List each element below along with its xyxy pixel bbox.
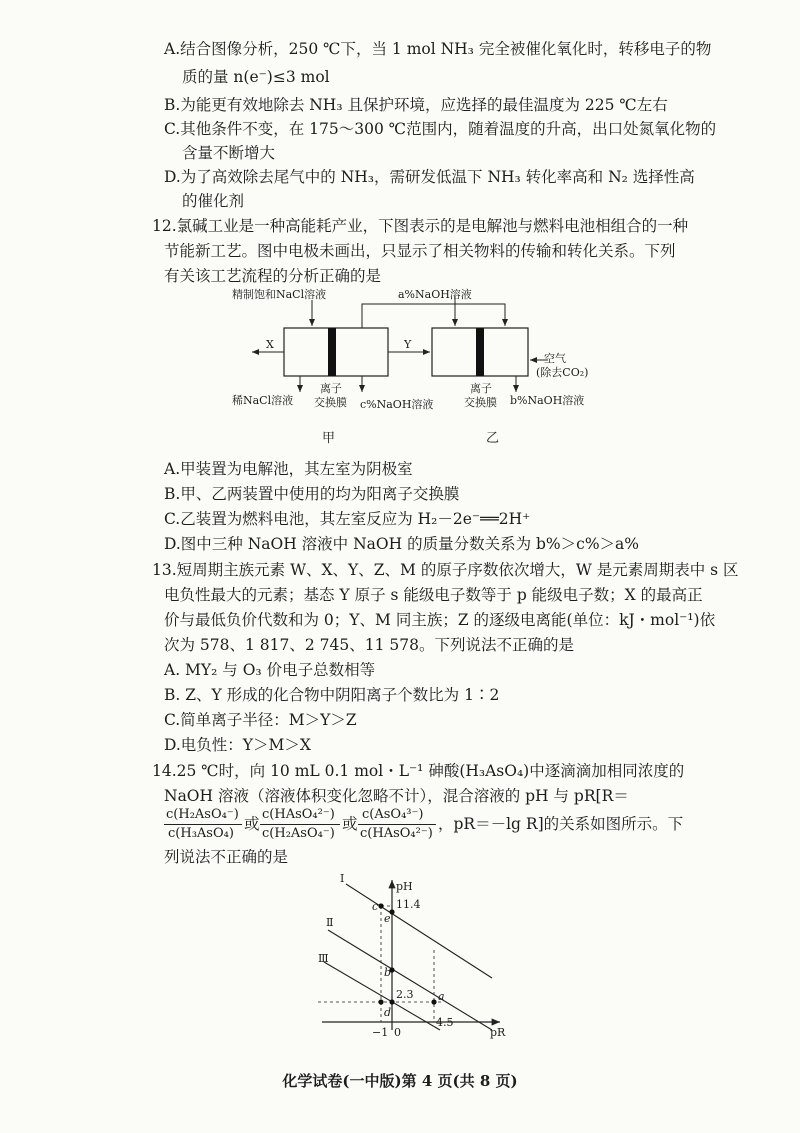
page-footer: 化学试卷(一中版)第 4 页(共 8 页): [282, 1072, 518, 1090]
q14-stem-tail: ，pR＝－lg R]的关系如图所示。下: [438, 815, 684, 833]
b-naoh-label: b%NaOH溶液: [510, 394, 585, 407]
tick-minus-1: −1: [372, 1026, 389, 1039]
q13-stem-line1: 13.短周期主族元素 W、X、Y、Z、M 的原子序数依次增大，W 是元素周期表中 s 区: [152, 561, 739, 579]
or-2: 或: [342, 815, 358, 833]
q13-stem-line4: 次为 578、1 817、2 745、11 578。下列说法不正确的是: [164, 636, 574, 654]
q12-stem-line3: 有关该工艺流程的分析正确的是: [164, 267, 382, 285]
frac3-numerator: c(AsO₄³⁻): [362, 807, 424, 822]
q13-option-a: A. MY₂ 与 O₃ 价电子总数相等: [164, 661, 376, 679]
or-1: 或: [244, 815, 260, 833]
q11-option-a-line2: 质的量 n(e⁻)≤3 mol: [182, 68, 330, 86]
frac1-denominator: c(H₃AsO₄): [168, 826, 234, 841]
point-b-label: b: [384, 966, 392, 979]
q11-option-c-line2: 含量不断增大: [182, 144, 276, 162]
q11-option-c-line1: C.其他条件不变，在 175～300 ℃范围内，随着温度的升高，出口处氮氧化物的: [164, 120, 717, 138]
q12-option-c: C.乙装置为燃料电池，其左室反应为 H₂－2e⁻══2H⁺: [164, 510, 531, 528]
q12-stem-line2: 节能新工艺。图中电极未画出，只显示了相关物料的传输和转化关系。下列: [164, 242, 676, 260]
y-axis-label: pH: [396, 880, 413, 893]
q12-option-b: B.甲、乙两装置中使用的均为阳离子交换膜: [164, 485, 460, 503]
tick-11-4: 11.4: [396, 898, 421, 911]
line-II-label: Ⅱ: [326, 916, 334, 929]
q13-option-c: C.简单离子半径：M＞Y＞Z: [164, 711, 357, 729]
origin-label: 0: [394, 1026, 401, 1039]
q13-stem-line3: 价与最低负价代数和为 0；Y、M 同主族；Z 的逐级电离能(单位：kJ・mol⁻¹)依: [164, 611, 716, 629]
y-label: Y: [404, 338, 412, 351]
tick-2-3: 2.3: [396, 988, 414, 1001]
yi-label: 乙: [486, 431, 500, 446]
q11-option-b: B.为能更有效地除去 NH₃ 且保护环境，应选择的最佳温度为 225 ℃左右: [164, 96, 668, 114]
membrane2-label-2: 交换膜: [464, 396, 497, 409]
q13-option-b: B. Z、Y 形成的化合物中阴阳离子个数比为 1∶2: [164, 686, 500, 704]
line-III: [324, 962, 440, 1030]
q11-option-a-line1: A.结合图像分析，250 ℃下，当 1 mol NH₃ 完全被催化氧化时，转移电子的物: [164, 40, 712, 58]
frac2-denominator: c(H₂AsO₄⁻): [262, 826, 335, 841]
point-d-label: d: [384, 1006, 392, 1019]
line-III-label: Ⅲ: [318, 952, 329, 965]
feed-label: 精制饱和NaCl溶液: [232, 288, 327, 301]
point-d: [378, 999, 383, 1004]
top-naoh-label: a%NaOH溶液: [398, 288, 472, 301]
x-label: X: [266, 338, 274, 351]
q11-option-d-line2: 的催化剂: [182, 192, 245, 210]
x-axis-label: pR: [490, 1026, 506, 1039]
point-c-label: c: [372, 900, 379, 913]
point-23: [389, 999, 394, 1004]
point-a: [431, 999, 436, 1004]
jia-label: 甲: [322, 431, 336, 446]
q12-option-a: A.甲装置为电解池，其左室为阴极室: [164, 460, 413, 478]
q14-stem-line2: NaOH 溶液（溶液体积变化忽略不计），混合溶液的 pH 与 pR[R＝: [164, 787, 629, 805]
q14-stem-line1: 14.25 ℃时，向 10 mL 0.1 mol・L⁻¹ 砷酸(H₃AsO₄)中逐滴滴加相同浓度的: [152, 762, 685, 780]
tick-4-5: 4.5: [436, 1016, 454, 1029]
q12-option-d: D.图中三种 NaOH 溶液中 NaOH 的质量分数关系为 b%＞c%＞a%: [164, 535, 640, 553]
frac2-numerator: c(HAsO₄²⁻): [262, 807, 335, 822]
membrane1-label-2: 交换膜: [314, 396, 347, 409]
line-I-label: Ⅰ: [340, 872, 345, 885]
membrane2-label-1: 离子: [470, 382, 492, 395]
line-II: [328, 930, 492, 1030]
q13-stem-line2: 电负性最大的元素；基态 Y 原子 s 能级电子数等于 p 能级电子数；X 的最高正: [164, 586, 703, 604]
c-naoh-label: c%NaOH溶液: [360, 398, 434, 411]
point-e-label: e: [384, 912, 391, 925]
membrane1-label-1: 离子: [320, 382, 342, 395]
dilute-label: 稀NaCl溶液: [232, 394, 294, 407]
air-label-1: 空气: [544, 352, 566, 365]
point-c: [378, 903, 383, 908]
q14-stem-line4: 列说法不正确的是: [164, 848, 289, 866]
point-a-label: a: [438, 990, 445, 1003]
frac3-denominator: c(HAsO₄²⁻): [360, 826, 433, 841]
q12-stem-line1: 12.氯碱工业是一种高能耗产业，下图表示的是电解池与燃料电池相组合的一种: [152, 217, 689, 235]
air-label-2: (除去CO₂): [536, 366, 589, 379]
frac1-numerator: c(H₂AsO₄⁻): [166, 807, 239, 822]
q11-option-d-line1: D.为了高效除去尾气中的 NH₃，需研发低温下 NH₃ 转化率高和 N₂ 选择性高: [164, 168, 695, 186]
q13-option-d: D.电负性：Y＞M＞X: [164, 736, 311, 754]
